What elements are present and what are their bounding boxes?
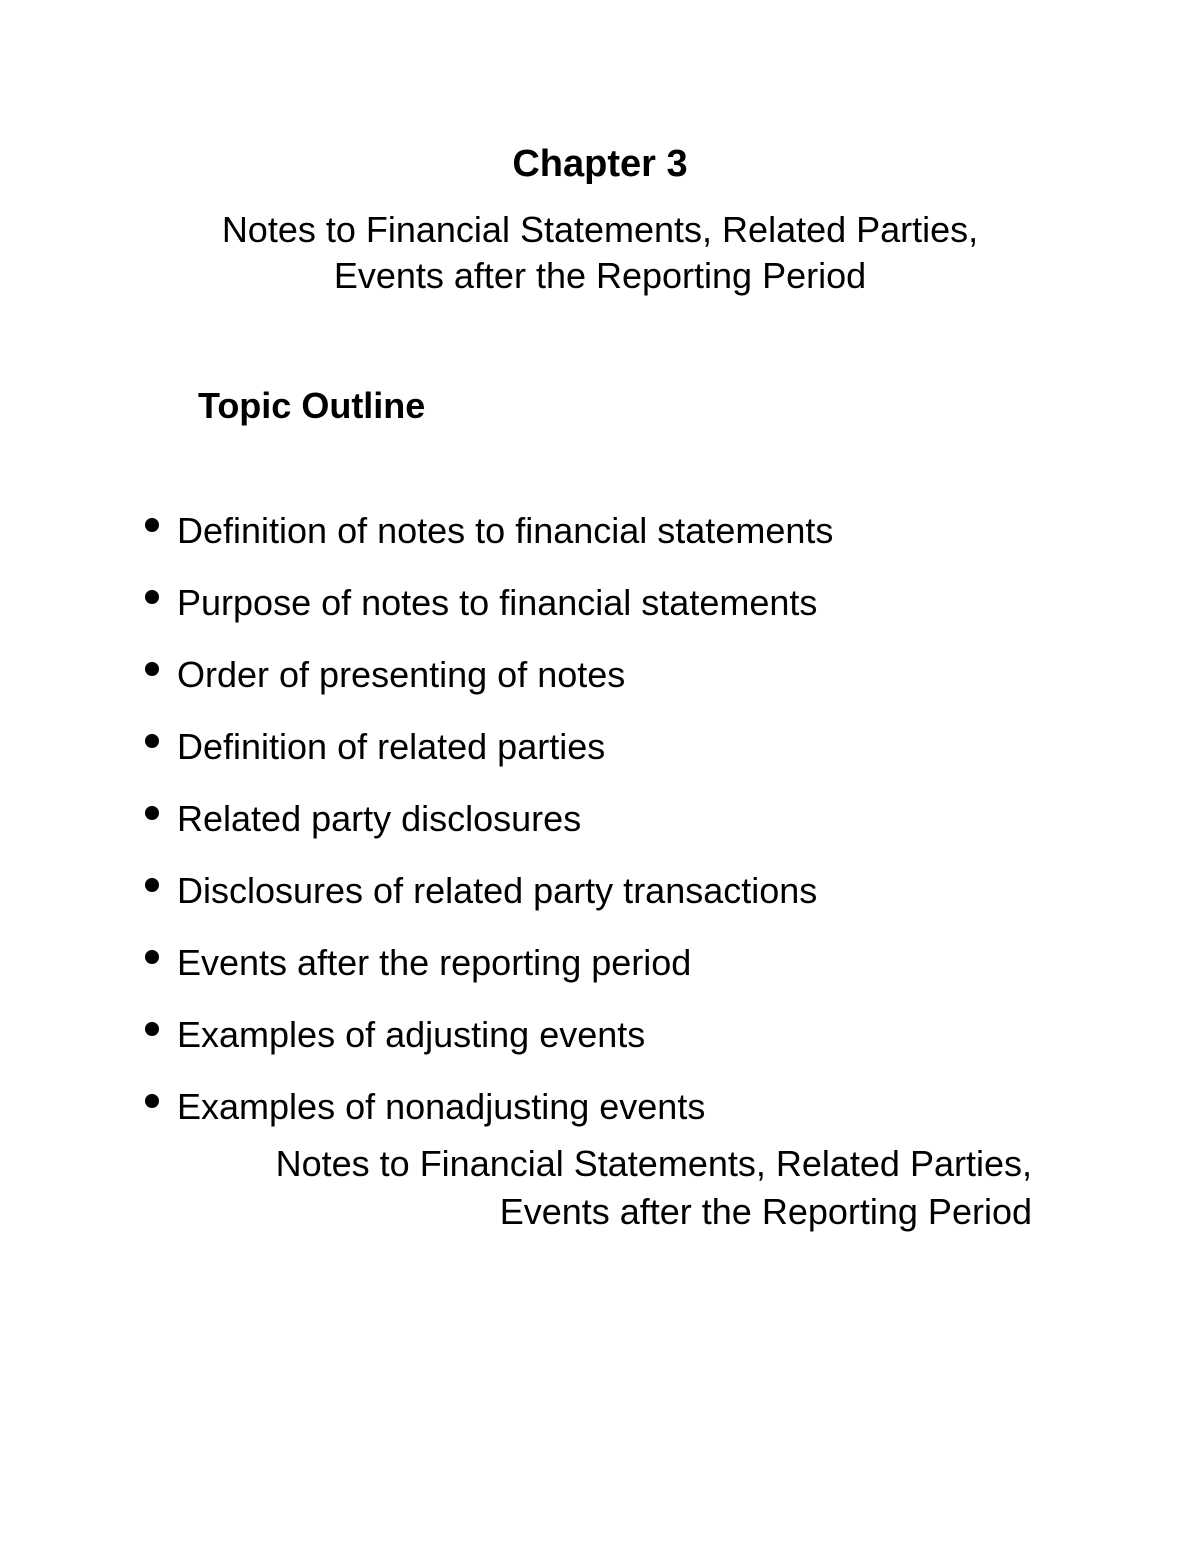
- bullet-icon: [145, 734, 159, 748]
- outline-item: [0, 868, 1200, 940]
- bullet-icon: [145, 590, 159, 604]
- bullet-icon: [145, 878, 159, 892]
- subtitle-line-2: Events after the Reporting Period: [333, 255, 867, 296]
- outline-item-text: Disclosures of related party transactions: [177, 870, 818, 911]
- outline-item-text: Definition of notes to financial statements: [177, 510, 834, 551]
- outline-item-text: Purpose of notes to financial statements: [177, 582, 818, 623]
- outline-item: [0, 1012, 1200, 1084]
- chapter-subtitle: [0, 207, 1200, 299]
- bullet-icon: [145, 806, 159, 820]
- outline-item-text: Events after the reporting period: [177, 942, 692, 983]
- chapter-title: Chapter 3: [512, 143, 688, 185]
- outline-item-text: Order of presenting of notes: [177, 654, 626, 695]
- subtitle-line-1: Notes to Financial Statements, Related Parties,: [221, 209, 979, 250]
- bullet-icon: [145, 518, 159, 532]
- outline-item-text: Related party disclosures: [177, 798, 582, 839]
- outline-item-text: Definition of related parties: [177, 726, 606, 767]
- outline-item: [0, 580, 1200, 652]
- outline-item: [0, 724, 1200, 796]
- running-footer: [0, 1140, 1032, 1236]
- bullet-icon: [145, 950, 159, 964]
- outline-item: [0, 940, 1200, 1012]
- topic-outline-list: [0, 508, 1200, 1156]
- topic-outline-heading: Topic Outline: [198, 385, 426, 426]
- outline-item-text: Examples of nonadjusting events: [177, 1086, 706, 1127]
- outline-item: [0, 652, 1200, 724]
- outline-item-text: Examples of adjusting events: [177, 1014, 646, 1055]
- bullet-icon: [145, 1094, 159, 1108]
- footer-line-2: Events after the Reporting Period: [499, 1191, 1032, 1232]
- outline-item: [0, 508, 1200, 580]
- bullet-icon: [145, 662, 159, 676]
- bullet-icon: [145, 1022, 159, 1036]
- footer-line-1: Notes to Financial Statements, Related Parties,: [275, 1143, 1032, 1184]
- outline-item: [0, 796, 1200, 868]
